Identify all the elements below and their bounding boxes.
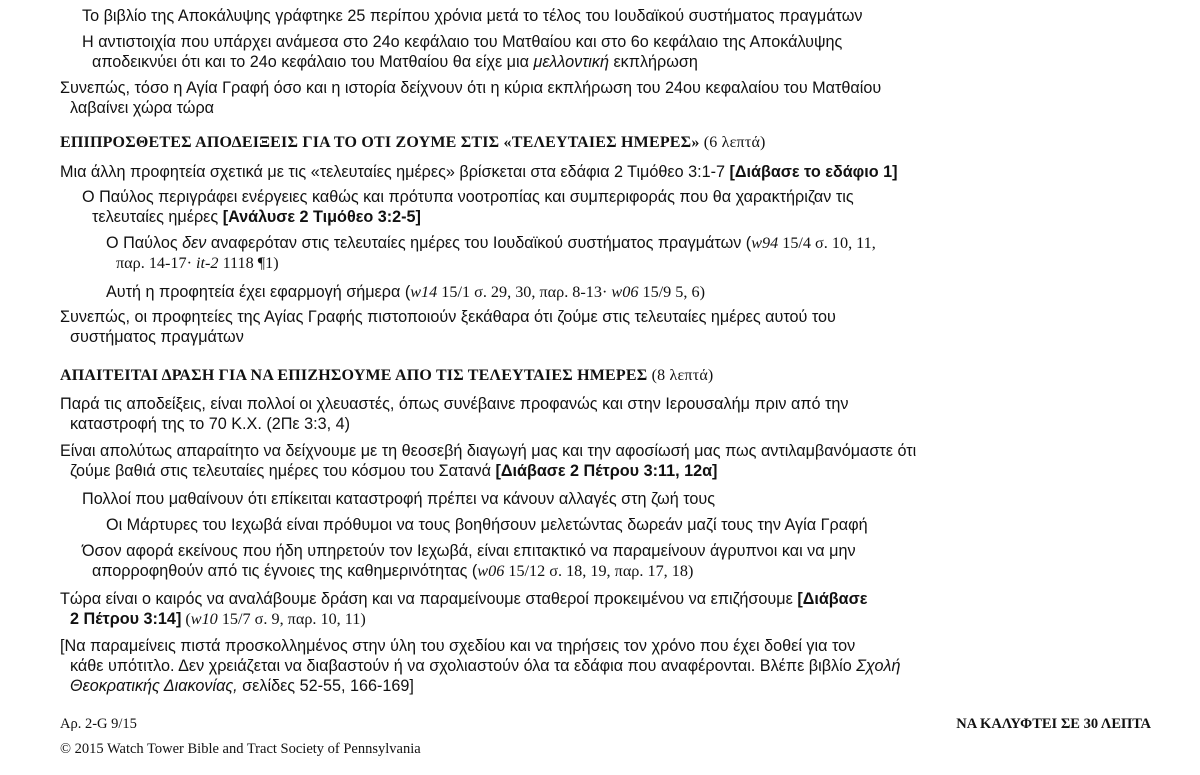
section-title: ΕΠΙΠΡΟΣΘΕΤΕΣ ΑΠΟΔΕΙΞΕΙΣ ΓΙΑ ΤΟ ΟΤΙ ΖΟΥΜΕ ΣΤΙΣ «ΤΕΛΕΥΤΑΙΕΣ ΗΜΕΡΕΣ» [60,134,700,151]
note-text: κάθε υπότιτλο. Δεν χρειάζεται να διαβαστούν ή να σχολιαστούν όλα τα εδάφια που αναφέρονται. Βλέπε βιβλίο [70,657,857,675]
outline-point [60,282,1200,302]
form-code: Αρ. 2-G 9/15 [60,716,137,732]
point-text: Η αντιστοιχία που υπάρχει ανάμεσα στο 24ο κεφάλαιο του Ματθαίου και στο 6ο κεφάλαιο της Αποκάλυψης [82,33,843,51]
point-text: Τώρα είναι ο καιρός να αναλάβουμε δράση και να παραμείνουμε σταθεροί προκειμένου να επιζήσουμε [60,590,798,608]
book-title: Σχολή [856,657,901,675]
reference-text: 15/12 σ. 18, 19, παρ. 17, 18) [504,562,694,580]
point-text: αποδεικνύει ότι και το 24ο κεφάλαιο του Ματθαίου θα είχε μια [92,53,534,71]
point-text: Αυτή η προφητεία έχει εφαρμογή σήμερα ( [106,283,411,301]
point-text: συστήματος πραγμάτων [70,328,244,346]
reference-text: ( [181,610,191,628]
point-text: τελευταίες ημέρες [92,208,223,226]
point-text: Συνεπώς, οι προφητείες της Αγίας Γραφής πιστοποιούν ξεκάθαρα ότι ζούμε στις τελευταίες ημέρες αυτού του [60,308,836,326]
outline-point [60,307,1160,347]
section-heading [60,133,1160,153]
outline-point [60,541,1182,581]
outline-point [60,233,1200,273]
reference-abbrev: w06 [611,283,639,301]
emphasis-text: μελλοντική [533,53,609,71]
outline-point [60,78,1160,118]
section-title: ΑΠΑΙΤΕΙΤΑΙ ΔΡΑΣΗ ΓΙΑ ΝΑ ΕΠΙΖΗΣΟΥΜΕ ΑΠΟ ΤΙΣ ΤΕΛΕΥΤΑΙΕΣ ΗΜΕΡΕΣ [60,367,648,384]
outline-point [60,441,1160,481]
reference-text: 1118 ¶1) [218,254,279,272]
outline-point [60,515,1200,535]
reference-abbrev: w10 [190,610,218,628]
outline-point [60,162,1160,182]
point-text: Ο Παύλος περιγράφει ενέργειες καθώς και πρότυπα νοοτροπίας και συμπεριφοράς που θα χαρακτήριζαν τις [82,188,854,206]
book-title: Θεοκρατικής Διακονίας, [70,677,238,695]
reference-text: 15/7 σ. 9, παρ. 10, 11) [217,610,366,628]
scripture-instruction: [Διάβασε το εδάφιο 1] [729,163,898,181]
speaker-note [60,636,1160,696]
point-text: εκπλήρωση [608,53,698,71]
scripture-instruction: [Ανάλυσε 2 Τιμόθεο 3:2-5] [222,208,421,226]
point-text: απορροφηθούν από τις έγνοιες της καθημερινότητας ( [92,562,478,580]
point-text: Παρά τις αποδείξεις, είναι πολλοί οι χλευαστές, όπως συνέβαινε προφανώς και στην Ιερουσαλήμ πριν από την [60,395,849,413]
section-heading [60,366,1160,386]
outline-point [60,32,1182,72]
point-text: καταστροφή της το 70 Κ.Χ. (2Πε 3:3, 4) [70,415,351,433]
point-text: αναφερόταν στις τελευταίες ημέρες του Ιουδαϊκού συστήματος πραγμάτων ( [206,234,752,252]
point-text: Είναι απολύτως απαραίτητο να δείχνουμε με τη θεοσεβή διαγωγή μας και την αφοσίωσή μας πως αντιλαμβανόμαστε ότι [60,442,917,460]
point-text: Συνεπώς, τόσο η Αγία Γραφή όσο και η ιστορία δείχνουν ότι η κύρια εκπλήρωση του 24ου κεφαλαίου του Ματθαίου [60,79,882,97]
point-text: λαβαίνει χώρα τώρα [70,99,215,117]
total-time: ΝΑ ΚΑΛΥΦΤΕΙ ΣΕ 30 ΛΕΠΤΑ [956,716,1151,732]
reference-abbrev: w06 [477,562,505,580]
reference-abbrev: w94 [751,234,779,252]
point-text: Πολλοί που μαθαίνουν ότι επίκειται καταστροφή πρέπει να κάνουν αλλαγές στη ζωή τους [82,490,716,508]
outline-point [60,187,1182,227]
scripture-instruction: [Διάβασε 2 Πέτρου 3:11, 12α] [495,462,718,480]
note-text: [Να παραμείνεις πιστά προσκολλημένος στην ύλη του σχεδίου και να τηρήσεις τον χρόνο που έχει δοθεί για τον [60,637,856,655]
point-text: Όσον αφορά εκείνους που ήδη υπηρετούν τον Ιεχωβά, είναι επιτακτικό να παραμείνουν άγρυπνοι και να μην [82,542,856,560]
outline-point [60,489,1182,509]
reference-text: 15/1 σ. 29, 30, παρ. 8-13· [437,283,612,301]
section-time: (6 λεπτά) [703,134,766,151]
scripture-instruction: [Διάβασε [797,590,868,608]
scripture-instruction: 2 Πέτρου 3:14] [70,610,182,628]
reference-abbrev: it-2 [196,254,219,272]
point-text: ζούμε βαθιά στις τελευταίες ημέρες του κόσμου του Σατανά [70,462,496,480]
emphasis-text: δεν [182,234,207,252]
reference-abbrev: w14 [410,283,438,301]
point-text: Ο Παύλος [106,234,183,252]
section-time: (8 λεπτά) [651,367,714,384]
outline-point [60,589,1160,629]
reference-text: 15/9 5, 6) [638,283,705,301]
outline-point [60,394,1160,434]
copyright: © 2015 Watch Tower Bible and Tract Society of Pennsylvania [60,741,421,757]
reference-text: παρ. 14-17· [116,254,197,272]
point-text: Μια άλλη προφητεία σχετικά με τις «τελευταίες ημέρες» βρίσκεται στα εδάφια 2 Τιμόθεο 3:1-7 [60,163,730,181]
note-text: σελίδες 52-55, 166-169] [237,677,414,695]
outline-point [60,6,1182,26]
reference-text: 15/4 σ. 10, 11, [778,234,876,252]
point-text: Οι Μάρτυρες του Ιεχωβά είναι πρόθυμοι να τους βοηθήσουν μελετώντας δωρεάν μαζί τους την Αγία Γραφή [106,516,868,534]
point-text: Το βιβλίο της Αποκάλυψης γράφτηκε 25 περίπου χρόνια μετά το τέλος του Ιουδαϊκού συστήματος πραγμάτων [82,7,863,25]
